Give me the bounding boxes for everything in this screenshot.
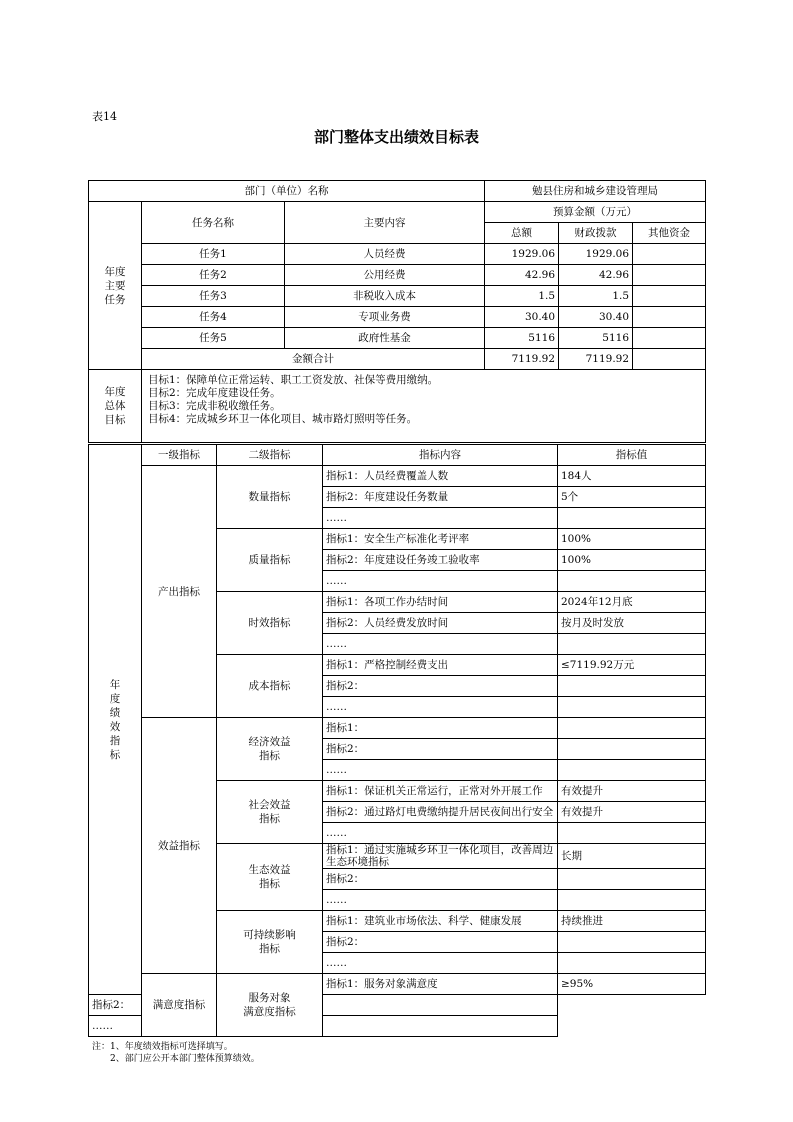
indicator-value: 按月及时发放 [558,613,706,634]
task-content: 非税收入成本 [285,286,485,307]
content-header: 指标内容 [323,445,558,466]
table-row [89,244,706,265]
level2-label: 经济效益 指标 [217,718,323,781]
indicator-content: 指标1：通过实施城乡环卫一体化项目，改善周边生态环境指标 [323,844,558,869]
indicator-content: …… [323,571,558,592]
indicator-content: 指标2： [323,739,558,760]
indicator-value: 持续推进 [558,911,706,932]
indicator-content: 指标2： [89,995,142,1016]
indicator-content: …… [323,823,558,844]
task-name: 任务4 [142,307,285,328]
sum-total: 7119.92 [485,349,559,370]
level1-satisfaction: 满意度指标 [142,974,217,1037]
annual-tasks-label: 年度 主要 任务 [89,202,142,370]
task-fiscal: 1.5 [559,286,633,307]
task-total: 42.96 [485,265,559,286]
task-other [633,307,706,328]
indicator-content: 指标1：安全生产标准化考评率 [323,529,558,550]
table-row [89,265,706,286]
task-total: 5116 [485,328,559,349]
level2-label: 质量指标 [217,529,323,592]
task-content: 专项业务费 [285,307,485,328]
indicator-value [558,718,706,739]
task-content: 公用经费 [285,265,485,286]
indicator-value [558,508,706,529]
indicator-value [558,697,706,718]
indicator-value [558,571,706,592]
task-fiscal: 30.40 [559,307,633,328]
indicator-value: 184人 [558,466,706,487]
indicator-content: 指标2：年度建设任务竣工验收率 [323,550,558,571]
indicator-value: 100% [558,529,706,550]
indicator-value: 100% [558,550,706,571]
indicator-value [558,953,706,974]
task-name-header: 任务名称 [142,202,285,244]
task-total: 1.5 [485,286,559,307]
indicator-value [558,760,706,781]
indicator-value [558,869,706,890]
indicator-value: ≤7119.92万元 [558,655,706,676]
indicator-value: 2024年12月底 [558,592,706,613]
task-other [633,265,706,286]
budget-header: 预算金额（万元） [485,202,706,223]
task-name: 任务1 [142,244,285,265]
budget-table [88,180,706,443]
page-title: 部门整体支出绩效目标表 [313,128,479,146]
sum-other [633,349,706,370]
indicator-value [558,739,706,760]
indicator-content: …… [323,890,558,911]
sum-fiscal: 7119.92 [559,349,633,370]
table-row [89,286,706,307]
level2-header: 二级指标 [217,445,323,466]
indicator-content: …… [89,1016,142,1037]
level1-benefit: 效益指标 [142,718,217,974]
indicator-content: …… [323,508,558,529]
level2-label: 服务对象 满意度指标 [217,974,323,1037]
overall-goals [142,370,706,443]
other-header: 其他资金 [633,223,706,244]
table-row [89,718,706,739]
task-name: 任务2 [142,265,285,286]
indicator-value [558,676,706,697]
table-row [89,328,706,349]
indicator-value: 长期 [558,844,706,869]
value-header: 指标值 [558,445,706,466]
task-name: 任务5 [142,328,285,349]
task-content: 人员经费 [285,244,485,265]
indicator-value: ≥95% [558,974,706,995]
indicator-content: …… [323,634,558,655]
sum-row [89,349,706,370]
indicator-content: 指标2： [323,869,558,890]
level2-label: 时效指标 [217,592,323,655]
task-total: 30.40 [485,307,559,328]
indicator-content: 指标2： [323,676,558,697]
indicator-content: …… [323,760,558,781]
footnote: 2、部门应公开本部门整体预算绩效。 [92,1054,260,1064]
indicator-value: 有效提升 [558,781,706,802]
indicator-content: 指标1： [323,718,558,739]
indicator-value [323,995,558,1016]
goal-item: 目标3：完成非税收缴任务。 [148,400,281,412]
indicator-content: 指标2：年度建设任务数量 [323,487,558,508]
indicator-value [558,890,706,911]
indicator-content: …… [323,953,558,974]
level1-header: 一级指标 [142,445,217,466]
table-row [89,466,706,487]
goal-item: 目标1：保障单位正常运转、职工工资发放、社保等费用缴纳。 [148,374,439,386]
sum-label: 金额合计 [142,349,485,370]
indicator-value [323,1016,558,1037]
indicator-value [558,823,706,844]
task-other [633,286,706,307]
indicator-table [88,444,706,1037]
level2-label: 数量指标 [217,466,323,529]
indicator-content: 指标1：各项工作办结时间 [323,592,558,613]
task-name: 任务3 [142,286,285,307]
indicator-content: 指标2： [323,932,558,953]
indicator-value: 有效提升 [558,802,706,823]
goal-item: 目标4：完成城乡环卫一体化项目、城市路灯照明等任务。 [148,413,418,425]
task-other [633,244,706,265]
task-fiscal: 1929.06 [559,244,633,265]
task-fiscal: 5116 [559,328,633,349]
level2-label: 成本指标 [217,655,323,718]
indicator-content: 指标1：建筑业市场依法、科学、健康发展 [323,911,558,932]
indicator-value: 5个 [558,487,706,508]
indicator-value [558,932,706,953]
dept-label: 部门（单位）名称 [89,181,485,202]
task-total: 1929.06 [485,244,559,265]
level2-label: 社会效益 指标 [217,781,323,844]
footnote: 注：1、年度绩效指标可选择填写。 [92,1042,233,1052]
dept-value: 勉县住房和城乡建设管理局 [485,181,706,202]
table-number: 表14 [92,110,117,123]
goal-item: 目标2：完成年度建设任务。 [148,387,281,399]
level2-label: 生态效益 指标 [217,844,323,911]
footnotes [92,1041,260,1065]
indicator-value [558,634,706,655]
table-row [89,974,706,995]
task-fiscal: 42.96 [559,265,633,286]
indicator-content: 指标1：服务对象满意度 [323,974,558,995]
task-content-header: 主要内容 [285,202,485,244]
indicator-content: 指标1：保证机关正常运行，正常对外开展工作 [323,781,558,802]
overall-goals-label: 年度 总体 目标 [89,370,142,443]
table-row [89,307,706,328]
task-other [633,328,706,349]
task-content: 政府性基金 [285,328,485,349]
indicator-content: …… [323,697,558,718]
indicator-content: 指标1：严格控制经费支出 [323,655,558,676]
level2-label: 可持续影响 指标 [217,911,323,974]
indicator-content: 指标2：通过路灯电费缴纳提升居民夜间出行安全 [323,802,558,823]
total-header: 总额 [485,223,559,244]
fiscal-header: 财政拨款 [559,223,633,244]
indicator-content: 指标2：人员经费发放时间 [323,613,558,634]
indicators-label: 年 度 绩 效 指 标 [89,445,142,995]
level1-output: 产出指标 [142,466,217,718]
indicator-content: 指标1：人员经费覆盖人数 [323,466,558,487]
